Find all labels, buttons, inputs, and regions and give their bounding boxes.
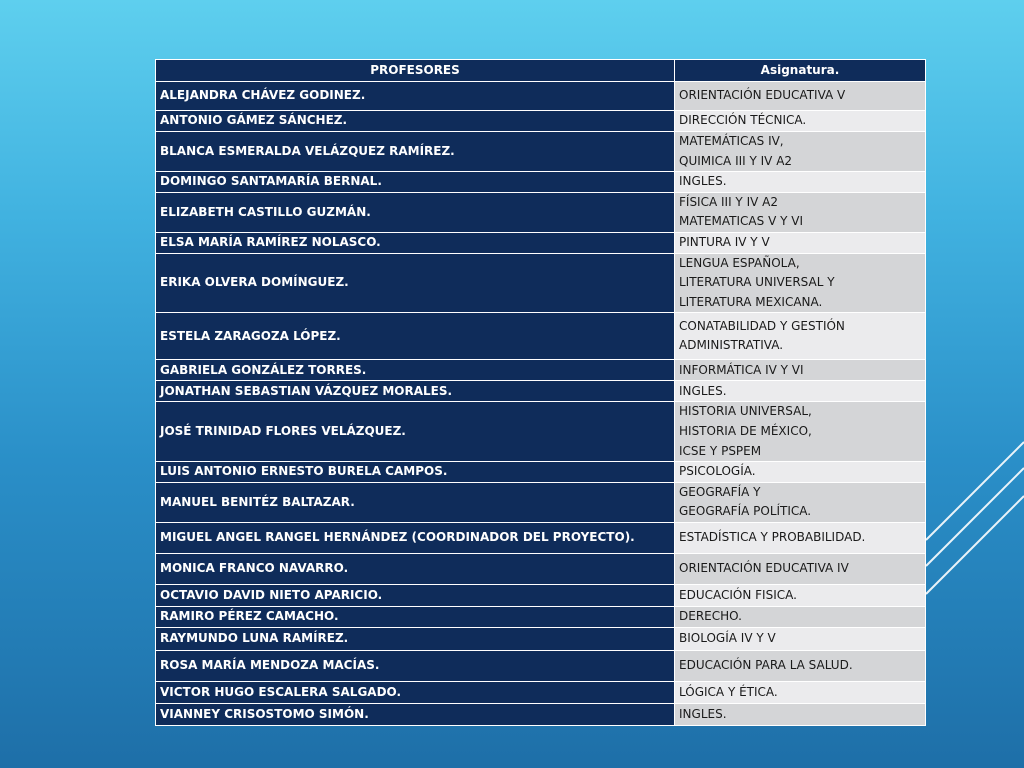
professor-name: VICTOR HUGO ESCALERA SALGADO.: [156, 681, 675, 703]
table-row: [156, 402, 926, 462]
professor-name: GABRIELA GONZÁLEZ TORRES.: [156, 360, 675, 381]
professor-name: ROSA MARÍA MENDOZA MACÍAS.: [156, 650, 675, 681]
subject-line: MATEMÁTICAS IV,: [679, 134, 784, 148]
subject-line: INGLES.: [679, 383, 727, 398]
table-body: [156, 82, 926, 726]
subject-cell: [675, 482, 926, 522]
subject-line: INGLES.: [679, 174, 727, 189]
subject-line: CONATABILIDAD Y GESTIÓN: [679, 318, 845, 333]
professors-table-container: [155, 59, 925, 726]
subject-cell: [675, 627, 926, 650]
table-row: [156, 681, 926, 703]
professor-name: ELIZABETH CASTILLO GUZMÁN.: [156, 192, 675, 232]
column-header-subject: Asignatura.: [675, 60, 926, 82]
subject-line: ESTADÍSTICA Y PROBABILIDAD.: [679, 530, 866, 545]
table-row: [156, 650, 926, 681]
table-row: [156, 360, 926, 381]
subject-line: ORIENTACIÓN EDUCATIVA V: [679, 88, 846, 103]
subject-cell: [675, 111, 926, 132]
professor-name: OCTAVIO DAVID NIETO APARICIO.: [156, 584, 675, 606]
subject-line: LITERATURA UNIVERSAL Y: [679, 275, 835, 290]
professor-name: ANTONIO GÁMEZ SÁNCHEZ.: [156, 111, 675, 132]
subject-cell: [675, 522, 926, 553]
professors-table: [155, 59, 926, 726]
subject-cell: [675, 253, 926, 313]
subject-cell: [675, 584, 926, 606]
subject-cell: [675, 681, 926, 703]
subject-cell: [675, 232, 926, 253]
table-row: [156, 627, 926, 650]
professor-name: JONATHAN SEBASTIAN VÁZQUEZ MORALES.: [156, 381, 675, 402]
professor-name: DOMINGO SANTAMARÍA BERNAL.: [156, 172, 675, 193]
professor-name: RAYMUNDO LUNA RAMÍREZ.: [156, 627, 675, 650]
table-row: [156, 232, 926, 253]
professor-name: BLANCA ESMERALDA VELÁZQUEZ RAMÍREZ.: [156, 132, 675, 172]
table-row: [156, 703, 926, 725]
professor-name: VIANNEY CRISOSTOMO SIMÓN.: [156, 703, 675, 725]
table-row: [156, 132, 926, 172]
professor-name: RAMIRO PÉREZ CAMACHO.: [156, 606, 675, 627]
subject-cell: [675, 172, 926, 193]
table-row: [156, 482, 926, 522]
subject-cell: [675, 462, 926, 483]
subject-line: ICSE Y PSPEM: [679, 443, 762, 458]
subject-line: PINTURA IV Y V: [679, 234, 770, 249]
subject-line: FÍSICA III Y IV A2: [679, 194, 778, 209]
professor-name: ESTELA ZARAGOZA LÓPEZ.: [156, 313, 675, 360]
subject-line: EDUCACIÓN FISICA.: [679, 587, 797, 602]
subject-cell: [675, 132, 926, 172]
table-row: [156, 82, 926, 111]
table-row: [156, 606, 926, 627]
professor-name: MIGUEL ANGEL RANGEL HERNÁNDEZ (COORDINADOR DEL PROYECTO).: [156, 522, 675, 553]
subject-cell: [675, 402, 926, 462]
subject-line: QUIMICA III Y IV A2: [679, 153, 793, 168]
subject-line: EDUCACIÓN PARA LA SALUD.: [679, 658, 853, 673]
subject-line: LITERATURA MEXICANA.: [679, 294, 823, 309]
table-row: [156, 381, 926, 402]
table-row: [156, 553, 926, 584]
professor-name: JOSÉ TRINIDAD FLORES VELÁZQUEZ.: [156, 402, 675, 462]
professor-name: ALEJANDRA CHÁVEZ GODINEZ.: [156, 82, 675, 111]
table-header-row: [156, 60, 926, 82]
subject-line: DERECHO.: [679, 609, 742, 624]
subject-cell: [675, 553, 926, 584]
subject-line: HISTORIA DE MÉXICO,: [679, 423, 812, 438]
table-row: [156, 462, 926, 483]
column-header-professors: PROFESORES: [156, 60, 675, 82]
professor-name: MANUEL BENITÉZ BALTAZAR.: [156, 482, 675, 522]
professor-name: ERIKA OLVERA DOMÍNGUEZ.: [156, 253, 675, 313]
subject-cell: [675, 703, 926, 725]
subject-line: PSICOLOGÍA.: [679, 464, 756, 479]
table-row: [156, 192, 926, 232]
subject-line: DIRECCIÓN TÉCNICA.: [679, 113, 807, 128]
subject-cell: [675, 192, 926, 232]
subject-line: BIOLOGÍA IV Y V: [679, 631, 776, 646]
subject-line: HISTORIA UNIVERSAL,: [679, 404, 812, 419]
subject-line: ADMINISTRATIVA.: [679, 338, 784, 353]
subject-line: GEOGRAFÍA Y: [679, 484, 761, 499]
professor-name: MONICA FRANCO NAVARRO.: [156, 553, 675, 584]
subject-cell: [675, 650, 926, 681]
subject-line: MATEMATICAS V Y VI: [679, 214, 803, 229]
subject-cell: [675, 82, 926, 111]
table-row: [156, 111, 926, 132]
subject-cell: [675, 381, 926, 402]
table-row: [156, 522, 926, 553]
subject-cell: [675, 360, 926, 381]
subject-line: INGLES.: [679, 706, 727, 721]
subject-cell: [675, 313, 926, 360]
subject-line: LENGUA ESPAÑOLA,: [679, 255, 800, 270]
professor-name: ELSA MARÍA RAMÍREZ NOLASCO.: [156, 232, 675, 253]
table-row: [156, 172, 926, 193]
subject-line: ORIENTACIÓN EDUCATIVA IV: [679, 561, 849, 576]
table-row: [156, 313, 926, 360]
professor-name: LUIS ANTONIO ERNESTO BURELA CAMPOS.: [156, 462, 675, 483]
subject-line: LÓGICA Y ÉTICA.: [679, 684, 778, 699]
subject-line: INFORMÁTICA IV Y VI: [679, 362, 804, 377]
subject-cell: [675, 606, 926, 627]
table-row: [156, 253, 926, 313]
subject-line: GEOGRAFÍA POLÍTICA.: [679, 504, 812, 519]
table-row: [156, 584, 926, 606]
